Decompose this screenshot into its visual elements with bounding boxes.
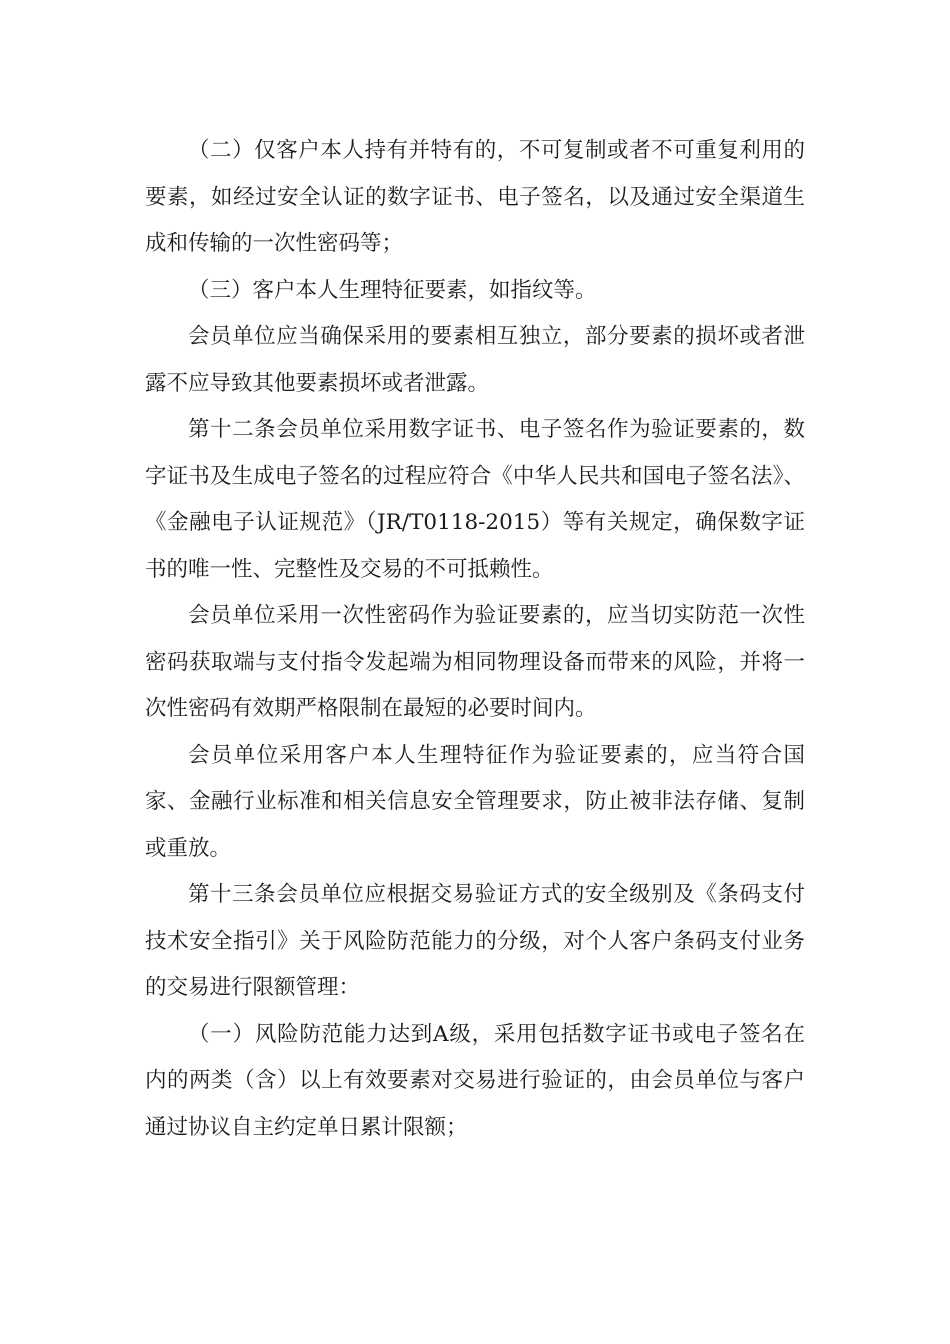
paragraph-item-2: （二）仅客户本人持有并特有的，不可复制或者不可重复利用的要素，如经过安全认证的数字证书、电子签名，以及通过安全渠道生成和传输的一次性密码等； [145, 138, 805, 256]
paragraph-item-3: （三）客户本人生理特征要素，如指纹等。 [188, 277, 597, 303]
paragraph-article-13: 第十三条会员单位应根据交易验证方式的安全级别及《条码支付技术安全指引》关于风险防范能力的分级，对个人客户条码支付业务的交易进行限额管理： [145, 882, 805, 1000]
document-body [145, 128, 805, 1151]
paragraph-article-12: 第十二条会员单位采用数字证书、电子签名作为验证要素的，数字证书及生成电子签名的过程应符合《中华人民共和国电子签名法》、《金融电子认证规范》（JR/T0118-2015）等有关规定，确保数字证书的唯一性、完整性及交易的不可抵赖性。 [145, 417, 805, 582]
paragraph-independence: 会员单位应当确保采用的要素相互独立，部分要素的损坏或者泄露不应导致其他要素损坏或者泄露。 [145, 324, 805, 396]
paragraph-level-a: （一）风险防范能力达到A级，采用包括数字证书或电子签名在内的两类（含）以上有效要素对交易进行验证的，由会员单位与客户通过协议自主约定单日累计限额； [145, 1021, 805, 1140]
paragraph-biometric: 会员单位采用客户本人生理特征作为验证要素的，应当符合国家、金融行业标准和相关信息安全管理要求，防止被非法存储、复制或重放。 [145, 742, 805, 861]
paragraph-otp: 会员单位采用一次性密码作为验证要素的，应当切实防范一次性密码获取端与支付指令发起端为相同物理设备而带来的风险，并将一次性密码有效期严格限制在最短的必要时间内。 [145, 603, 805, 721]
